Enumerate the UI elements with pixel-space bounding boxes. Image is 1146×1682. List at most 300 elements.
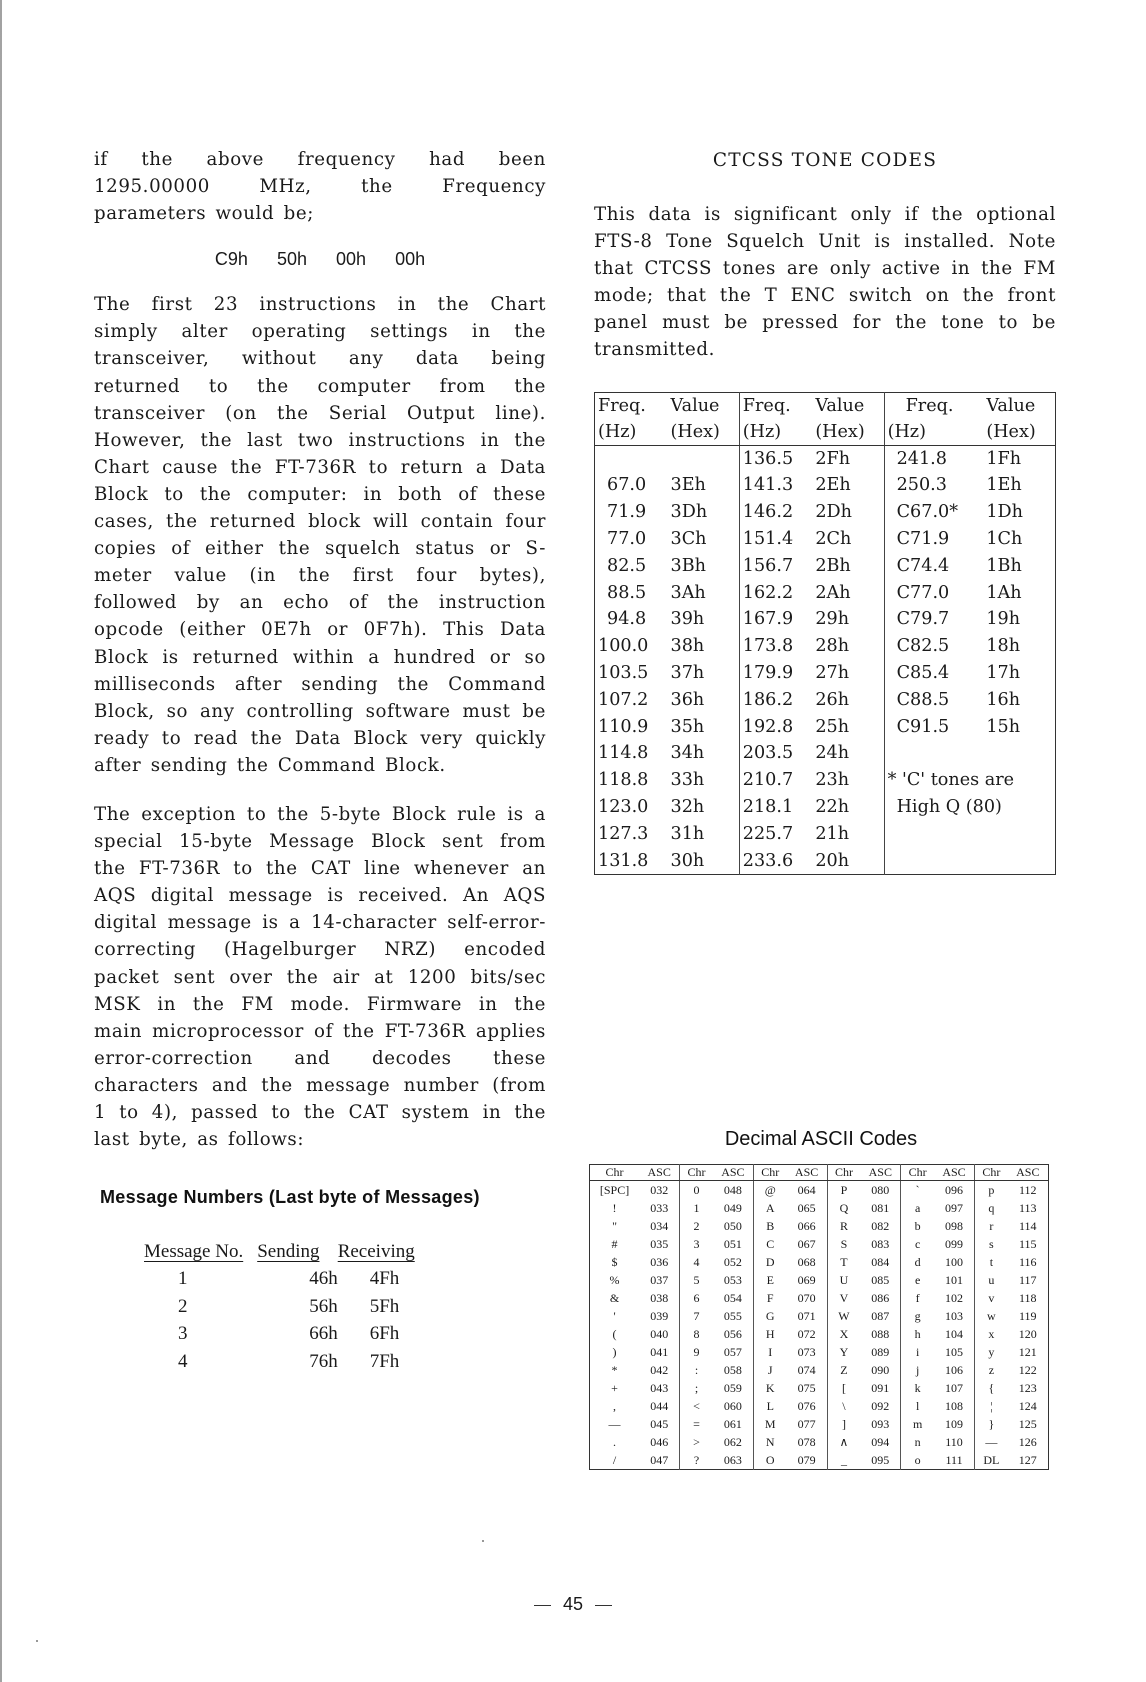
ascii-code-cell: 042 [650, 1363, 669, 1377]
table-cell: 7Fh [369, 1350, 400, 1372]
hex-value-cell: 33h [670, 770, 705, 791]
ascii-code-cell: 037 [650, 1273, 669, 1287]
character-cell: n [901, 1433, 934, 1451]
table-row [595, 580, 1056, 607]
ascii-code-cell: 053 [723, 1273, 742, 1287]
left-column [94, 146, 546, 1375]
ascii-code-cell: 041 [650, 1345, 669, 1359]
character-cell: J [754, 1361, 787, 1379]
character-cell: I [754, 1343, 787, 1361]
ascii-code-cell: 105 [945, 1345, 963, 1359]
ctcss-intro: This data is significant only if the optional FTS-8 Tone Squelch Unit is installed. Note that CTCSS tones are only active in the FM mode; that the T ENC switch on the front panel must be pressed for the tone to be transmitted. [594, 204, 1056, 361]
hex-value-cell: 3Ah [670, 582, 706, 603]
character-cell: O [754, 1451, 787, 1470]
ascii-code-cell: 036 [650, 1255, 669, 1269]
ascii-code-cell: 096 [945, 1183, 963, 1197]
character-cell: C [754, 1235, 787, 1253]
table-cell: 6Fh [369, 1323, 400, 1345]
ctcss-table [594, 392, 1056, 876]
character-cell: Q [827, 1199, 860, 1217]
character-cell: A [754, 1199, 787, 1217]
character-cell: ; [680, 1379, 713, 1397]
column-header: Message No. [144, 1241, 244, 1263]
character-cell: = [680, 1415, 713, 1433]
ascii-code-cell: 069 [797, 1273, 816, 1287]
table-row [590, 1253, 1049, 1271]
column-header-line: Value [670, 395, 720, 416]
ascii-code-cell: 082 [871, 1219, 890, 1233]
ascii-code-cell: 048 [723, 1183, 742, 1197]
ascii-code-cell: 057 [723, 1345, 742, 1359]
ascii-code-cell: 090 [871, 1363, 890, 1377]
hex-value-cell [983, 740, 1055, 767]
character-cell: q [975, 1199, 1008, 1217]
column-header [812, 392, 884, 445]
ascii-code-cell: 034 [650, 1219, 669, 1233]
hex-value-cell [668, 445, 740, 472]
table-header-row [590, 1165, 1049, 1181]
character-cell: ¦ [975, 1397, 1008, 1415]
character-cell: S [827, 1235, 860, 1253]
character-cell: K [754, 1379, 787, 1397]
ascii-code-cell: 032 [650, 1183, 669, 1197]
character-cell: H [754, 1325, 787, 1343]
character-cell: p [975, 1181, 1008, 1200]
ascii-code-cell: 115 [1019, 1237, 1037, 1251]
table-row [590, 1181, 1049, 1200]
ascii-code-cell: 083 [871, 1237, 890, 1251]
ascii-code-cell: 056 [723, 1327, 742, 1341]
column-header: Sending [257, 1241, 320, 1263]
intro-text: if the above frequency had been 1295.00000 MHz, the Frequency parameters would be; [94, 149, 546, 225]
character-cell: & [609, 1291, 620, 1305]
ascii-code-cell: 097 [945, 1201, 963, 1215]
character-cell: ` [901, 1181, 934, 1200]
frequency-cell: C74.4 [884, 553, 983, 580]
ascii-code-cell: 109 [945, 1417, 963, 1431]
ascii-code-cell: 073 [797, 1345, 816, 1359]
ascii-code-cell: 089 [871, 1345, 890, 1359]
hex-value-cell: 34h [670, 743, 705, 764]
table-row [595, 660, 1056, 687]
column-header: ASC [713, 1165, 754, 1181]
frequency-cell [884, 740, 983, 767]
character-cell: B [754, 1217, 787, 1235]
ascii-code-cell: 078 [797, 1435, 816, 1449]
table-row [144, 1265, 429, 1293]
character-cell: , [613, 1399, 617, 1413]
ascii-code-cell: 063 [723, 1453, 742, 1467]
table-row [595, 633, 1056, 660]
hex-value-cell: 16h [986, 689, 1021, 710]
instructions-paragraph: The first 23 instructions in the Chart simply alter operating settings in the transceiver, without any data being returned to the computer from the transceiver (on the Serial Output line). However, the last two instructions in the Chart cause the FT-736R to return a Data Block to the computer: in both of these cases, the returned block will contain four copies of either the squelch status or S-meter value (in the first four bytes), followed by an echo of the instruction opcode (either 0E7h or 0F7h). This Data Block is returned within a hundred or so milliseconds after sending the Command Block, so any controlling software must be ready to read the Data Block very quickly after sending the Command Block. [94, 294, 546, 776]
freq-param-byte: C9h [214, 249, 248, 270]
table-row [595, 767, 1056, 794]
frequency-cell: 100.0 [598, 636, 649, 657]
character-cell: z [975, 1361, 1008, 1379]
character-cell: 1 [680, 1199, 713, 1217]
table-row [595, 821, 1056, 848]
character-cell: D [754, 1253, 787, 1271]
column-header: ASC [860, 1165, 901, 1181]
ascii-code-cell: 066 [797, 1219, 816, 1233]
frequency-cell [884, 848, 983, 875]
ascii-code-cell: 088 [871, 1327, 890, 1341]
hex-value-cell: 1Eh [986, 475, 1022, 496]
character-cell: @ [754, 1181, 787, 1200]
character-cell: 4 [680, 1253, 713, 1271]
character-cell: W [827, 1307, 860, 1325]
dash-right [595, 1605, 612, 1606]
character-cell: U [827, 1271, 860, 1289]
character-cell: x [975, 1325, 1008, 1343]
frequency-cell: 94.8 [607, 609, 647, 630]
table-header-row [144, 1238, 429, 1265]
scan-speck [482, 1540, 484, 1542]
table-row [595, 848, 1056, 875]
character-cell: { [975, 1379, 1008, 1397]
column-header: Chr [901, 1165, 934, 1181]
ascii-code-cell: 076 [797, 1399, 816, 1413]
ascii-code-cell: 122 [1018, 1363, 1037, 1377]
column-header-line: Freq. [905, 395, 954, 416]
ascii-code-cell: 075 [797, 1381, 816, 1395]
hex-value-cell: 28h [815, 636, 850, 657]
character-cell: ' [613, 1309, 616, 1323]
ascii-code-cell: 051 [723, 1237, 742, 1251]
character-cell: + [611, 1381, 618, 1395]
ascii-code-cell: 104 [945, 1327, 963, 1341]
ascii-code-cell: 106 [945, 1363, 963, 1377]
hex-value-cell: 35h [670, 716, 705, 737]
ascii-code-cell: 103 [945, 1309, 963, 1323]
frequency-parameters [94, 249, 546, 270]
table-row [144, 1348, 429, 1376]
character-cell: ∧ [827, 1433, 860, 1451]
character-cell: j [901, 1361, 934, 1379]
column-header: ASC [639, 1165, 680, 1181]
hex-value-cell: 20h [815, 850, 850, 871]
table-cell: 4Fh [369, 1268, 400, 1290]
character-cell: d [901, 1253, 934, 1271]
hex-value-cell: 26h [815, 689, 850, 710]
ascii-code-cell: 121 [1018, 1345, 1037, 1359]
character-cell: f [901, 1289, 934, 1307]
hex-value-cell: 18h [986, 636, 1021, 657]
table-row [590, 1217, 1049, 1235]
hex-value-cell: 17h [986, 662, 1021, 683]
scan-edge [0, 0, 2, 1682]
ascii-code-cell: 108 [945, 1399, 963, 1413]
page-number-value: 45 [562, 1594, 584, 1614]
column-header: ASC [786, 1165, 827, 1181]
frequency-cell: 167.9 [739, 606, 812, 633]
table-row [595, 445, 1056, 472]
frequency-cell: 131.8 [598, 850, 649, 871]
character-cell: 7 [680, 1307, 713, 1325]
ascii-code-cell: 112 [1019, 1183, 1037, 1197]
column-header-unit: (Hz) [887, 421, 926, 442]
ascii-code-cell: 117 [1019, 1273, 1037, 1287]
ascii-code-cell: 119 [1019, 1309, 1037, 1323]
hex-value-cell: 23h [815, 770, 850, 791]
ascii-code-cell: 068 [797, 1255, 816, 1269]
character-cell: ! [612, 1201, 617, 1215]
ascii-code-cell: 114 [1019, 1219, 1037, 1233]
character-cell: X [827, 1325, 860, 1343]
ascii-code-cell: 118 [1019, 1291, 1037, 1305]
character-cell: \ [827, 1397, 860, 1415]
table-cell: 76h [309, 1350, 338, 1372]
column-header [595, 392, 668, 445]
character-cell: < [680, 1397, 713, 1415]
right-column [594, 146, 1056, 875]
character-cell: ] [827, 1415, 860, 1433]
ascii-code-cell: 044 [650, 1399, 669, 1413]
ascii-code-cell: 050 [723, 1219, 742, 1233]
table-row [590, 1199, 1049, 1217]
ascii-code-cell: 080 [871, 1183, 890, 1197]
frequency-cell: C88.5 [884, 687, 983, 714]
column-header-unit: (Hex) [815, 421, 865, 442]
column-header [884, 392, 983, 445]
table-row [144, 1293, 429, 1321]
frequency-cell: 136.5 [739, 445, 812, 472]
ascii-code-cell: 059 [723, 1381, 742, 1395]
ascii-code-cell: 035 [650, 1237, 669, 1251]
ascii-code-cell: 126 [1018, 1435, 1037, 1449]
ascii-code-cell: 046 [650, 1435, 669, 1449]
frequency-cell: 151.4 [739, 526, 812, 553]
ascii-code-cell: 061 [723, 1417, 742, 1431]
frequency-cell: 250.3 [884, 472, 983, 499]
column-header: ASC [1008, 1165, 1049, 1181]
hex-value-cell: 15h [986, 716, 1021, 737]
frequency-cell: 118.8 [598, 770, 649, 791]
column-header-line: Value [815, 395, 865, 416]
hex-value-cell: 29h [815, 609, 850, 630]
frequency-cell: C77.0 [884, 580, 983, 607]
hex-value-cell [983, 821, 1055, 848]
freq-param-byte: 00h [395, 249, 426, 270]
character-cell: DL [975, 1451, 1008, 1470]
table-row [595, 687, 1056, 714]
ascii-code-cell: 127 [1018, 1453, 1037, 1467]
column-header-line: Freq. [598, 395, 646, 416]
ascii-code-cell: 070 [797, 1291, 816, 1305]
ascii-code-cell: 043 [650, 1381, 669, 1395]
character-cell: M [754, 1415, 787, 1433]
frequency-cell: 218.1 [739, 794, 812, 821]
character-cell: Z [827, 1361, 860, 1379]
character-cell: T [827, 1253, 860, 1271]
hex-value-cell: 1Dh [986, 502, 1023, 523]
table-row [595, 794, 1056, 821]
table-row [595, 606, 1056, 633]
table-row [590, 1343, 1049, 1361]
frequency-cell: 67.0 [607, 475, 647, 496]
column-header: Chr [827, 1165, 860, 1181]
frequency-cell: 156.7 [739, 553, 812, 580]
column-header: Chr [590, 1165, 640, 1181]
ascii-code-cell: 124 [1018, 1399, 1037, 1413]
frequency-cell: 192.8 [739, 714, 812, 741]
character-cell: 2 [680, 1217, 713, 1235]
character-cell: N [754, 1433, 787, 1451]
character-cell: * [611, 1363, 618, 1377]
character-cell: t [975, 1253, 1008, 1271]
hex-value-cell: 2Bh [815, 555, 851, 576]
character-cell: 9 [680, 1343, 713, 1361]
column-header: Receiving [337, 1241, 415, 1263]
ascii-code-cell: 038 [650, 1291, 669, 1305]
character-cell: — [975, 1433, 1008, 1451]
frequency-cell: 77.0 [607, 528, 647, 549]
character-cell: w [975, 1307, 1008, 1325]
table-row [590, 1235, 1049, 1253]
frequency-cell: 241.8 [884, 445, 983, 472]
ascii-table [589, 1164, 1049, 1470]
ascii-code-cell: 064 [797, 1183, 816, 1197]
character-cell: a [901, 1199, 934, 1217]
character-cell: 3 [680, 1235, 713, 1253]
table-row [590, 1397, 1049, 1415]
ascii-code-cell: 101 [945, 1273, 963, 1287]
hex-value-cell: 21h [815, 823, 850, 844]
hex-value-cell: 2Eh [815, 475, 851, 496]
hex-value-cell: 27h [815, 662, 850, 683]
dash-left [534, 1605, 551, 1606]
frequency-cell [884, 821, 983, 848]
character-cell: g [901, 1307, 934, 1325]
frequency-cell: 107.2 [598, 689, 649, 710]
table-cell: 46h [309, 1268, 338, 1290]
character-cell: } [975, 1415, 1008, 1433]
column-header-unit: (Hex) [670, 421, 720, 442]
column-header: Chr [754, 1165, 787, 1181]
frequency-cell: 179.9 [739, 660, 812, 687]
character-cell: R [827, 1217, 860, 1235]
character-cell: " [612, 1219, 617, 1233]
character-cell: Y [827, 1343, 860, 1361]
character-cell: 6 [680, 1289, 713, 1307]
table-row [595, 472, 1056, 499]
character-cell: ( [612, 1327, 617, 1341]
table-row [590, 1379, 1049, 1397]
hex-value-cell: 3Ch [670, 528, 707, 549]
ascii-code-cell: 049 [723, 1201, 742, 1215]
character-cell: ? [680, 1451, 713, 1470]
character-cell: % [609, 1273, 620, 1287]
hex-value-cell: 1Ah [986, 582, 1022, 603]
ascii-code-cell: 040 [650, 1327, 669, 1341]
table-row [144, 1320, 429, 1348]
hex-value-cell: 2Dh [815, 502, 852, 523]
hex-value-cell: 3Bh [670, 555, 706, 576]
character-cell: 8 [680, 1325, 713, 1343]
ascii-code-cell: 094 [871, 1435, 890, 1449]
table-cell: 56h [309, 1295, 338, 1317]
hex-value-cell: 30h [670, 850, 705, 871]
character-cell: P [827, 1181, 860, 1200]
ascii-code-cell: 062 [723, 1435, 742, 1449]
ascii-code-cell: 067 [797, 1237, 816, 1251]
frequency-cell: 173.8 [739, 633, 812, 660]
table-row [590, 1289, 1049, 1307]
hex-value-cell: 1Bh [986, 555, 1022, 576]
hex-value-cell: 32h [670, 796, 705, 817]
ascii-code-cell: 079 [797, 1453, 816, 1467]
column-header: ASC [934, 1165, 975, 1181]
frequency-cell: C85.4 [884, 660, 983, 687]
character-cell: 0 [680, 1181, 713, 1200]
hex-value-cell [983, 848, 1055, 875]
frequency-cell: 103.5 [598, 662, 649, 683]
column-header [668, 392, 740, 445]
message-numbers-title: Message Numbers (Last byte of Messages) [100, 1187, 480, 1208]
table-row [590, 1325, 1049, 1343]
ascii-code-cell: 120 [1018, 1327, 1037, 1341]
ascii-title: Decimal ASCII Codes [724, 1128, 918, 1150]
frequency-cell: 110.9 [598, 716, 649, 737]
table-row [595, 714, 1056, 741]
page-number [0, 1594, 1146, 1615]
frequency-cell: 127.3 [598, 823, 649, 844]
hex-value-cell: 2Fh [815, 448, 851, 469]
hex-value-cell: 36h [670, 689, 705, 710]
frequency-cell: 141.3 [739, 472, 812, 499]
character-cell: _ [827, 1451, 860, 1470]
ascii-code-cell: 072 [797, 1327, 816, 1341]
column-header [983, 392, 1055, 445]
frequency-cell: High Q (80) [884, 794, 1055, 821]
hex-value-cell: 31h [670, 823, 705, 844]
ascii-code-cell: 087 [871, 1309, 890, 1323]
hex-value-cell: 39h [670, 609, 705, 630]
ascii-code-cell: 077 [797, 1417, 816, 1431]
column-header-line: Value [986, 395, 1036, 416]
table-cell: 5Fh [369, 1295, 400, 1317]
table-row [595, 526, 1056, 553]
frequency-cell: C91.5 [884, 714, 983, 741]
character-cell: s [975, 1235, 1008, 1253]
ascii-code-cell: 092 [871, 1399, 890, 1413]
character-cell: c [901, 1235, 934, 1253]
hex-value-cell: 24h [815, 743, 850, 764]
character-cell: v [975, 1289, 1008, 1307]
table-row [590, 1271, 1049, 1289]
table-row [590, 1433, 1049, 1451]
character-cell: [ [827, 1379, 860, 1397]
ascii-code-cell: 052 [723, 1255, 742, 1269]
character-cell: / [612, 1453, 617, 1467]
ascii-code-cell: 123 [1018, 1381, 1037, 1395]
table-header-row [595, 392, 1056, 445]
character-cell: G [754, 1307, 787, 1325]
ascii-code-cell: 091 [871, 1381, 890, 1395]
frequency-cell: 82.5 [607, 555, 647, 576]
column-header-line: Freq. [742, 395, 791, 416]
table-row [595, 553, 1056, 580]
frequency-cell: * 'C' tones are [884, 767, 1055, 794]
ascii-code-cell: 045 [650, 1417, 669, 1431]
scan-speck [36, 1640, 38, 1642]
character-cell: E [754, 1271, 787, 1289]
table-row [590, 1307, 1049, 1325]
ascii-code-cell: 039 [650, 1309, 669, 1323]
character-cell: F [754, 1289, 787, 1307]
frequency-cell: 203.5 [739, 740, 812, 767]
